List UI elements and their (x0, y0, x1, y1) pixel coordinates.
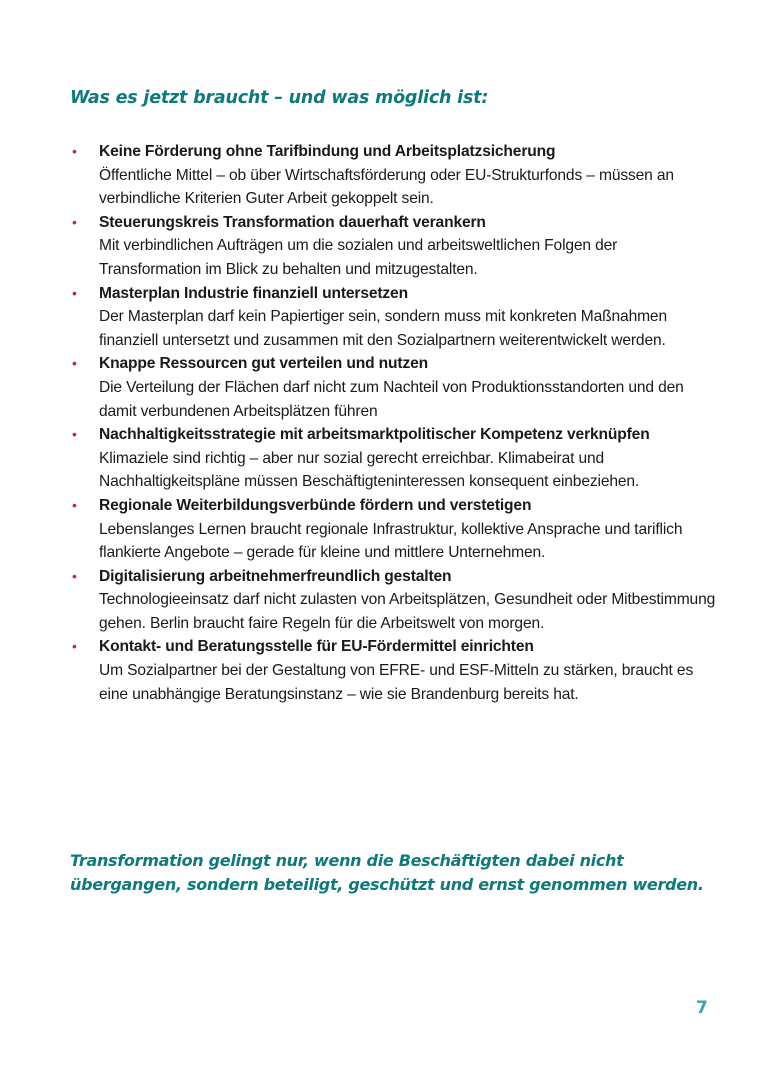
item-description: Der Masterplan darf kein Papiertiger sein, sondern muss mit konkreten Maßnahmen finanziell untersetzt und zusammen mit den Sozialpartnern weiterentwickelt werden. (99, 308, 667, 349)
bullet-icon: • (72, 567, 77, 584)
item-title: Keine Förderung ohne Tarifbindung und Arbeitsplatzsicherung (99, 143, 556, 160)
list-item (70, 565, 720, 636)
bullet-icon: • (72, 284, 77, 301)
item-title: Kontakt- und Beratungsstelle für EU-Fördermittel einrichten (99, 638, 534, 656)
item-title: Nachhaltigkeitsstrategie mit arbeitsmarktpolitischer Kompetenz verknüpfen (99, 426, 650, 444)
bullet-icon: • (72, 213, 77, 230)
item-title: Masterplan Industrie finanziell untersetzen (99, 284, 408, 302)
item-description: Um Sozialpartner bei der Gestaltung von EFRE- und ESF-Mitteln zu stärken, braucht es eine unabhängige Beratungsinstanz – wie sie Brandenburg bereits hat. (99, 662, 694, 703)
item-description: Die Verteilung der Flächen darf nicht zum Nachteil von Produktionsstandorten und den damit verbundenen Arbeitsplätzen führen (99, 378, 684, 420)
bullet-icon: • (72, 426, 77, 443)
item-description: Technologieeinsatz darf nicht zulasten von Arbeitsplätzen, Gesundheit oder Mitbestimmung gehen. Berlin braucht faire Regeln für die Arbeitswelt von morgen. (99, 591, 716, 632)
list-item (70, 423, 720, 494)
list-item (70, 140, 720, 211)
section-heading: Was es jetzt braucht – und was möglich ist: (70, 88, 489, 108)
item-description: Mit verbindlichen Aufträgen um die sozialen und arbeitsweltlichen Folgen der Transformation im Blick zu behalten und mitzugestalten. (99, 237, 618, 278)
list-item (70, 494, 720, 565)
item-title: Knappe Ressourcen gut verteilen und nutzen (99, 355, 429, 373)
item-description: Öffentliche Mittel – ob über Wirtschaftsförderung oder EU-Strukturfonds – müssen an verbindliche Kriterien Guter Arbeit gekoppelt sein. (99, 166, 674, 208)
item-description: Lebenslanges Lernen braucht regionale Infrastruktur, kollektive Ansprache und tariflich flankierte Angebote – gerade für kleine und mittlere Unternehmen. (99, 520, 683, 562)
bullet-icon: • (72, 143, 77, 159)
list-item (70, 635, 720, 706)
bullet-icon: • (72, 355, 77, 372)
bullet-icon: • (72, 496, 77, 513)
bullet-icon: • (72, 638, 77, 655)
item-title: Steuerungskreis Transformation dauerhaft verankern (99, 213, 486, 231)
list-item (70, 352, 720, 423)
demands-list (70, 140, 720, 706)
closing-statement: Transformation gelingt nur, wenn die Beschäftigten dabei nicht übergangen, sondern beteiligt, geschützt und ernst genommen werden. (70, 851, 704, 894)
item-title: Regionale Weiterbildungsverbünde fördern und verstetigen (99, 496, 532, 514)
list-item (70, 282, 720, 353)
list-item (70, 211, 720, 282)
item-description: Klimaziele sind richtig – aber nur sozial gerecht erreichbar. Klimabeirat und Nachhaltigkeitspläne müssen Beschäftigteninteressen konsequent einbeziehen. (99, 449, 640, 491)
page-number: 7 (696, 998, 708, 1018)
item-title: Digitalisierung arbeitnehmerfreundlich gestalten (99, 567, 452, 585)
